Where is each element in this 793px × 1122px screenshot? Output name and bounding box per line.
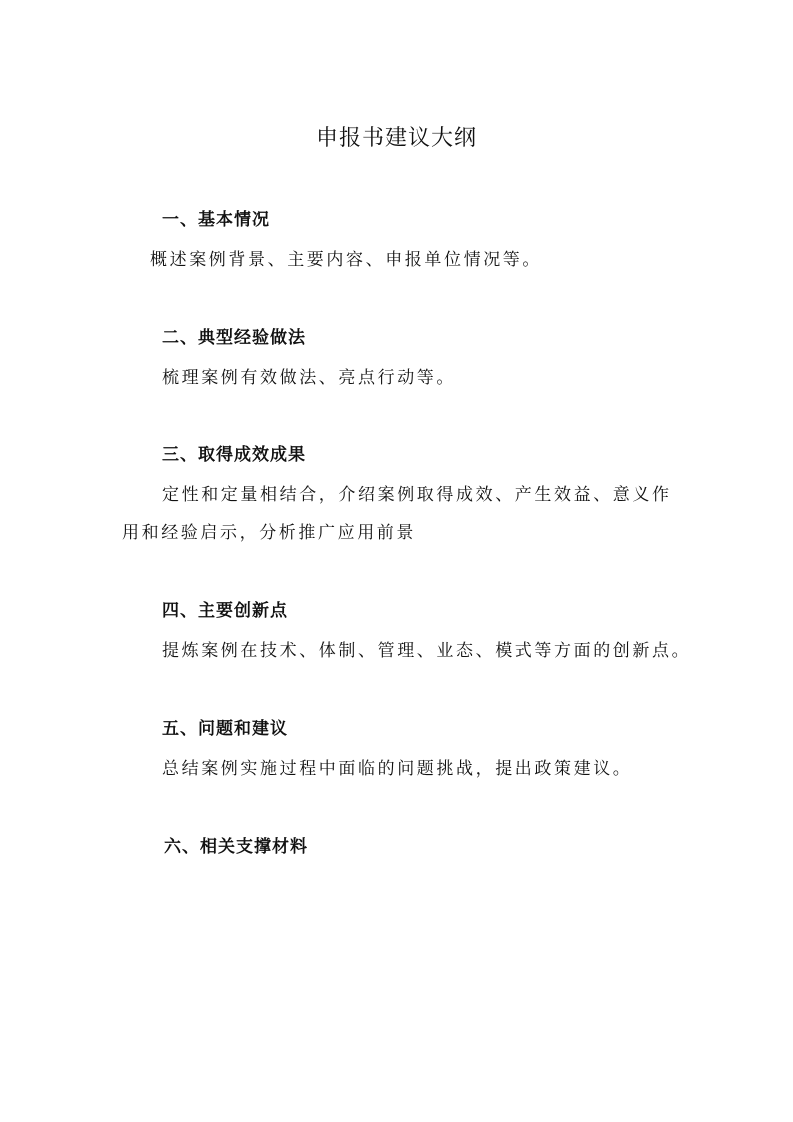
section-4-heading: 四、主要创新点 <box>162 601 288 621</box>
section-5-text: 总结案例实施过程中面临的问题挑战，提出政策建议。 <box>162 759 633 779</box>
section-2-text: 梳理案例有效做法、亮点行动等。 <box>162 368 456 388</box>
section-1-heading: 一、基本情况 <box>162 210 270 230</box>
section-6-heading: 六、相关支撑材料 <box>164 837 308 857</box>
document-title: 申报书建议大纲 <box>315 126 477 151</box>
section-4-text: 提炼案例在技术、体制、管理、业态、模式等方面的创新点。 <box>162 641 692 661</box>
section-3-heading: 三、取得成效成果 <box>162 445 306 465</box>
section-5-heading: 五、问题和建议 <box>162 719 288 739</box>
section-3-text-line-1: 定性和定量相结合，介绍案例取得成效、产生效益、意义作 <box>162 485 672 505</box>
section-1-text: 概述案例背景、主要内容、申报单位情况等。 <box>150 250 542 270</box>
section-3-text-line-2: 用和经验启示，分析推广应用前景 <box>122 523 416 543</box>
section-2-heading: 二、典型经验做法 <box>162 328 306 348</box>
